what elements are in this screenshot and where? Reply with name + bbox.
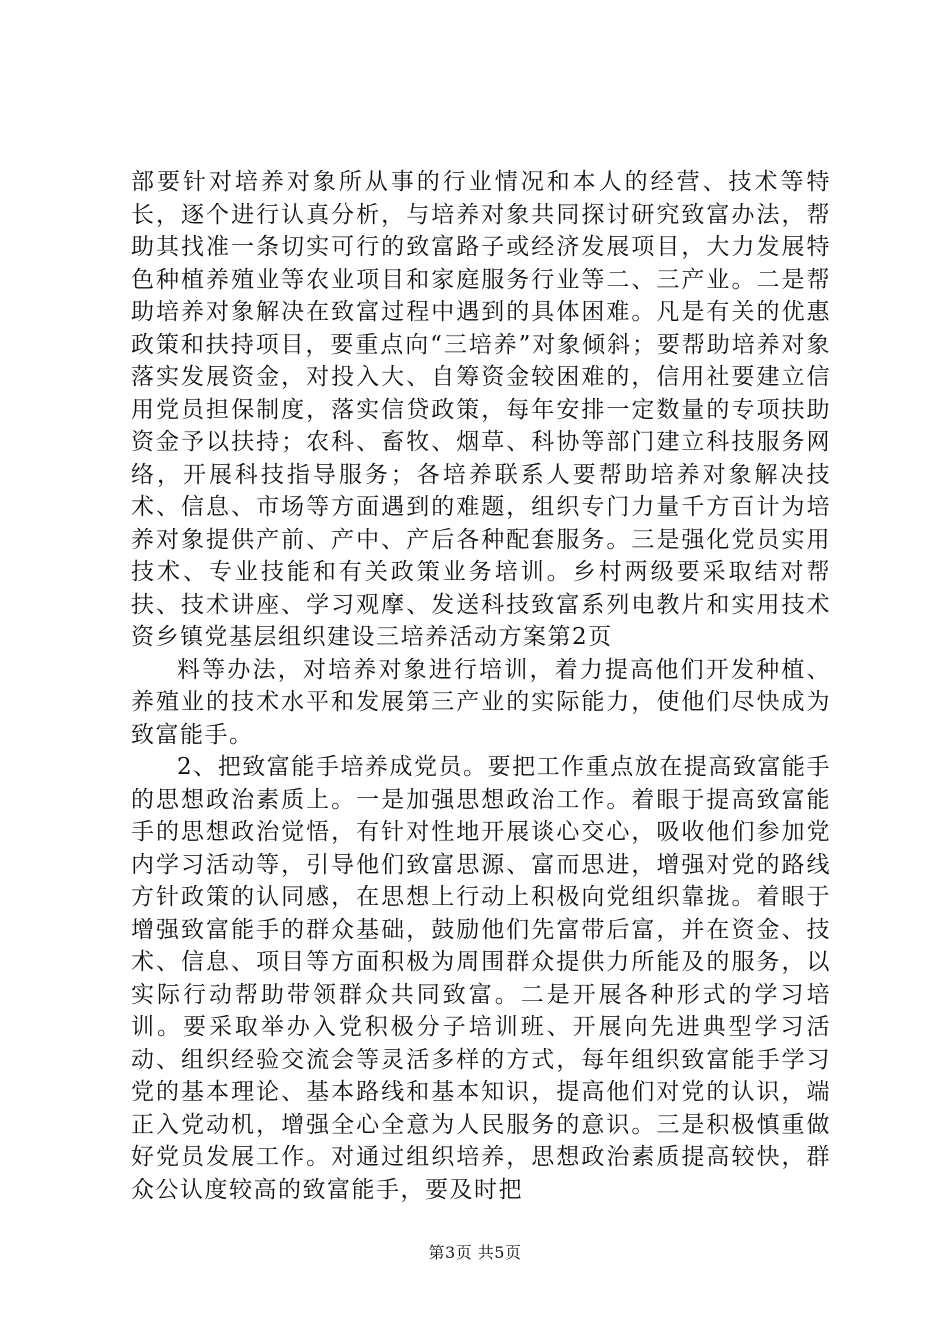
- paragraph-3: 2、把致富能手培养成党员。要把工作重点放在提高致富能手的思想政治素质上。一是加强思想政治工作。着眼于提高致富能手的思想政治觉悟，有针对性地开展谈心交心，吸收他们参加党内学习活动等，引导他们致富思源、富而思进，增强对党的路线方针政策的认同感，在思想上行动上积极向党组织靠拢。着眼于增强致富能手的群众基础，鼓励他们先富带后富，并在资金、技术、信息、项目等方面积极为周围群众提供力所能及的服务，以实际行动帮助带领群众共同致富。二是开展各种形式的学习培训。要采取举办入党积极分子培训班、开展向先进典型学习活动、组织经验交流会等灵活多样的方式，每年组织致富能手学习党的基本理论、基本路线和基本知识，提高他们对党的认识，端正入党动机，增强全心全意为人民服务的意识。三是积极慎重做好党员发展工作。对通过组织培养，思想政治素质提高较快，群众公认度较高的致富能手，要及时把: [131, 754, 831, 1203]
- paragraph-2: 料等办法，对培养对象进行培训，着力提高他们开发种植、养殖业的技术水平和发展第三产业的实际能力，使他们尽快成为致富能手。: [131, 656, 831, 748]
- page-number-footer: 第3页 共5页: [428, 1243, 522, 1262]
- document-body: [131, 166, 831, 1206]
- paragraph-1: 部要针对培养对象所从事的行业情况和本人的经营、技术等特长，逐个进行认真分析，与培养对象共同探讨研究致富办法，帮助其找准一条切实可行的致富路子或经济发展项目，大力发展特色种植养殖业等农业项目和家庭服务行业等二、三产业。二是帮助培养对象解决在致富过程中遇到的具体困难。凡是有关的优惠政策和扶持项目，要重点向“三培养”对象倾斜；要帮助培养对象落实发展资金，对投入大、自筹资金较困难的，信用社要建立信用党员担保制度，落实信贷政策，每年安排一定数量的专项扶助资金予以扶持；农科、畜牧、烟草、科协等部门建立科技服务网络，开展科技指导服务；各培养联系人要帮助培养对象解决技术、信息、市场等方面遇到的难题，组织专门力量千方百计为培养对象提供产前、产中、产后各种配套服务。三是强化党员实用技术、专业技能和有关政策业务培训。乡村两级要采取结对帮扶、技术讲座、学习观摩、发送科技致富系列电教片和实用技术资乡镇党基层组织建设三培养活动方案第2页: [131, 169, 831, 650]
